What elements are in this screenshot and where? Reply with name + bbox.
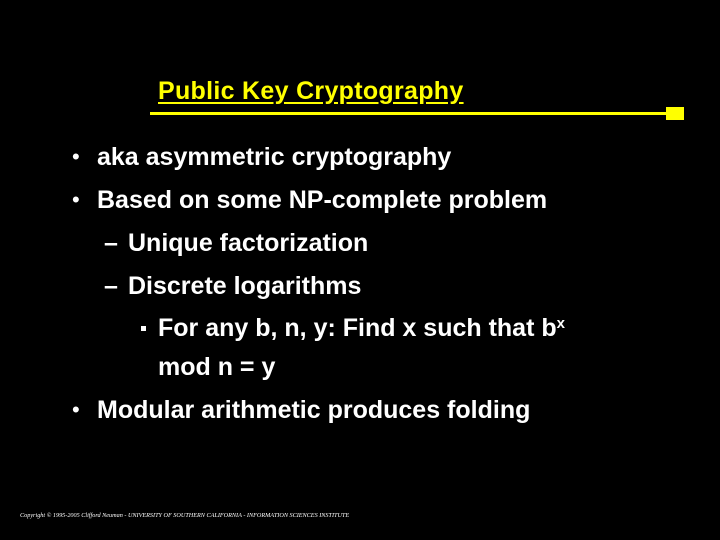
sub-sub-bullet-line1 [158,313,565,343]
bullet-dot: • [72,187,80,212]
sub-bullet-dash: – [104,229,118,257]
bullet-text: aka asymmetric cryptography [97,143,452,171]
sub-sub-bullet-text: For any b, n, y: Find x such that b [158,314,557,342]
title-underline-rule [150,112,668,115]
sub-bullet-text: Unique factorization [128,229,369,257]
sub-sub-bullet-line2: mod n = y [158,353,276,381]
square-bullet [141,326,146,331]
bullet-dot: • [72,397,80,422]
bullet-dot: • [72,144,80,169]
sub-bullet-dash: – [104,272,118,300]
superscript-x: x [556,315,565,332]
sub-bullet-text: Discrete logarithms [128,272,362,300]
copyright-footer: Copyright © 1995-2005 Clifford Neuman - UNIVERSITY OF SOUTHERN CALIFORNIA - INFORMATION SCIENCES INSTITUTE [20,512,350,519]
title-rule-end-block [666,107,684,120]
bullet-text: Modular arithmetic produces folding [97,396,531,424]
bullet-text: Based on some NP-complete problem [97,186,548,214]
slide-title: Public Key Cryptography [158,77,464,105]
